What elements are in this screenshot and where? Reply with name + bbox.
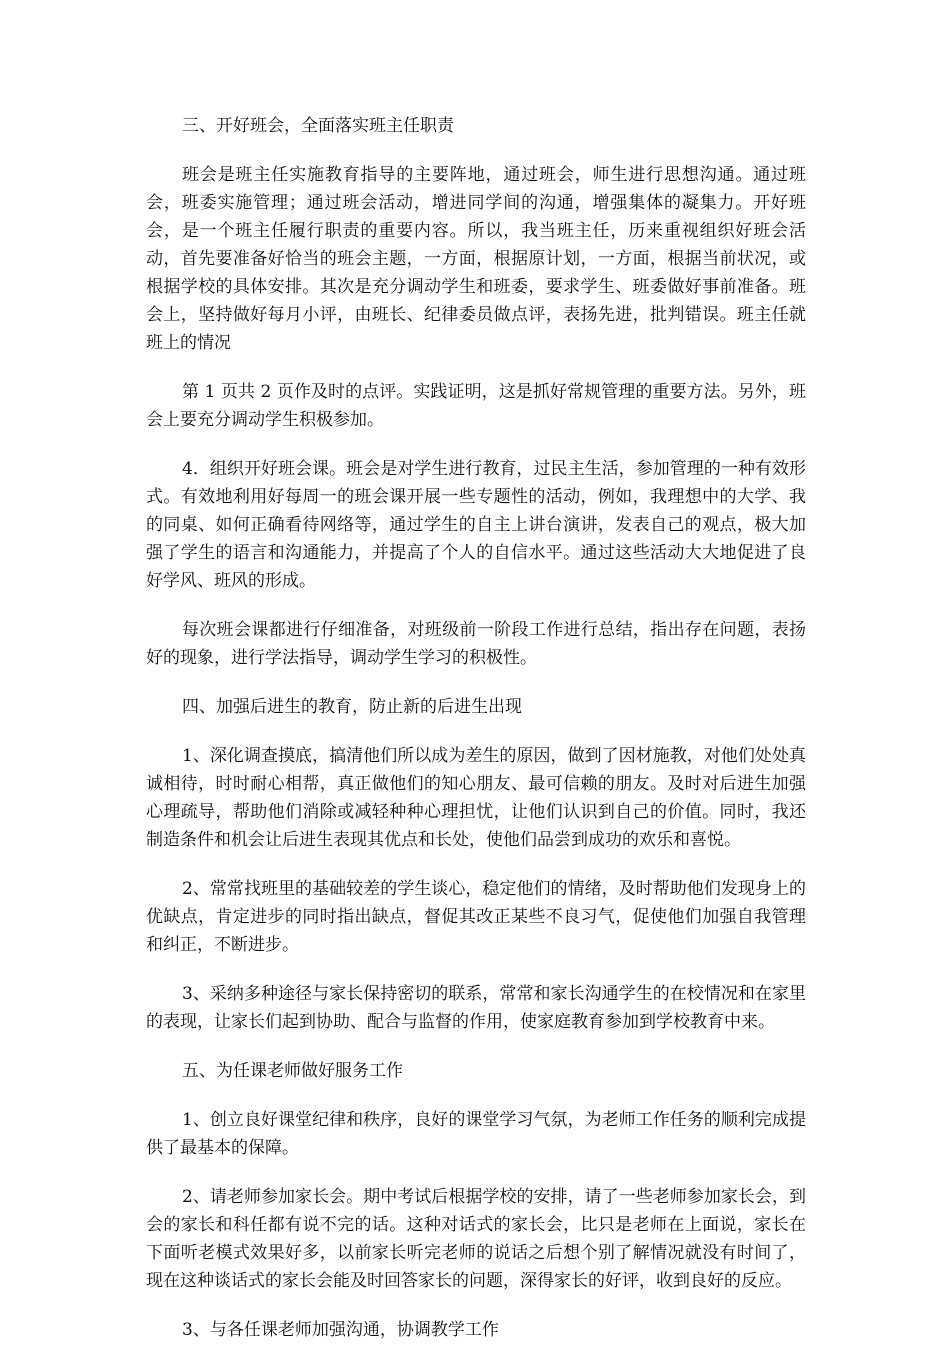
paragraph-class-meeting: 班会是班主任实施教育指导的主要阵地，通过班会，师生进行思想沟通。通过班会，班委实施管理；通过班会活动，增进同学间的沟通，增强集体的凝集力。开好班会，是一个班主任履行职责的重要内容。所以，我当班主任，历来重视组织好班会活动，首先要准备好恰当的班会主题，一方面，根据原计划，一方面，根据当前状况，或根据学校的具体安排。其次是充分调动学生和班委，要求学生、班委做好事前准备。班会上，坚持做好每月小评，由班长、纪律委员做点评，表扬先进，批判错误。班主任就班上的情况 (146, 165, 806, 353)
paragraph-service-item-2: 2、请老师参加家长会。期中考试后根据学校的安排，请了一些老师参加家长会，到会的家长和科任都有说不完的话。这种对话式的家长会，比只是老师在上面说，家长在下面听老模式效果好多，以前家长听完老师的说话之后想个别了解情况就没有时间了，现在这种谈话式的家长会能及时回答家长的问题，深得家长的好评，收到良好的反应。 (146, 1187, 806, 1291)
paragraph-item-2: 2、常常找班里的基础较差的学生谈心，稳定他们的情绪，及时帮助他们发现身上的优缺点，肯定进步的同时指出缺点，督促其改正某些不良习气，促使他们加强自我管理和纠正，不断进步。 (146, 879, 806, 955)
paragraph-item-3: 3、采纳多种途径与家长保持密切的联系，常常和家长沟通学生的在校情况和在家里的表现，让家长们起到协助、配合与监督的作用，使家庭教育参加到学校教育中来。 (146, 984, 806, 1032)
section-heading-3: 三、开好班会，全面落实班主任职责 (182, 116, 454, 136)
section-heading-4: 四、加强后进生的教育，防止新的后进生出现 (182, 697, 522, 717)
section-heading-5: 五、为任课老师做好服务工作 (182, 1061, 403, 1081)
paragraph-meeting-preparation: 每次班会课都进行仔细准备，对班级前一阶段工作进行总结，指出存在问题，表扬好的现象，进行学法指导，调动学生学习的积极性。 (146, 620, 806, 668)
paragraph-service-item-1: 1、创立良好课堂纪律和秩序，良好的课堂学习气氛，为老师工作任务的顺利完成提供了最基本的保障。 (146, 1110, 806, 1158)
paragraph-item-4: 4．组织开好班会课。班会是对学生进行教育，过民主生活，参加管理的一种有效形式。有效地利用好每周一的班会课开展一些专题性的活动，例如，我理想中的大学、我的同桌、如何正确看待网络等，通过学生的自主上讲台演讲，发表自己的观点，极大加强了学生的语言和沟通能力，并提高了个人的自信水平。通过这些活动大大地促进了良好学风、班风的形成。 (146, 459, 806, 591)
paragraph-page-footer-continuation: 第 1 页共 2 页作及时的点评。实践证明，这是抓好常规管理的重要方法。另外，班会上要充分调动学生积极参加。 (146, 382, 806, 430)
paragraph-service-item-3: 3、与各任课老师加强沟通，协调教学工作 (182, 1320, 499, 1340)
paragraph-item-1: 1、深化调查摸底，搞清他们所以成为差生的原因，做到了因材施教，对他们处处真诚相待，时时耐心相帮，真正做他们的知心朋友、最可信赖的朋友。及时对后进生加强心理疏导，帮助他们消除或减轻种种心理担忧，让他们认识到自己的价值。同时，我还制造条件和机会让后进生表现其优点和长处，使他们品尝到成功的欢乐和喜悦。 (146, 746, 806, 850)
document-body (146, 112, 806, 1365)
